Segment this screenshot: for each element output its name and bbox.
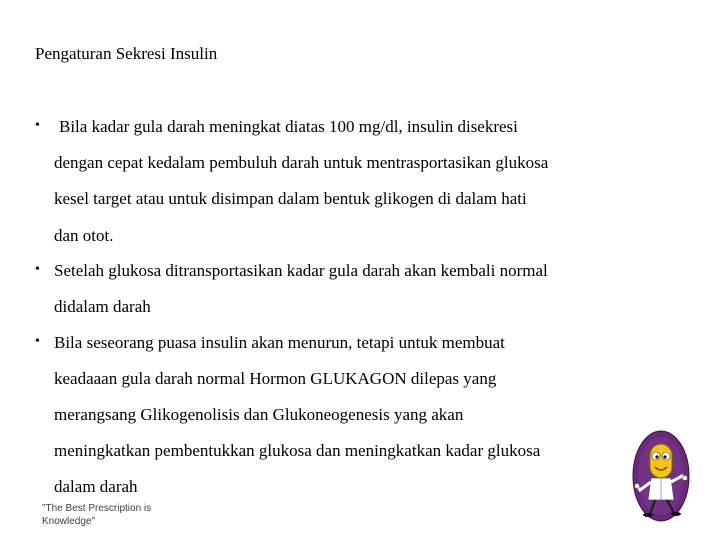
bullet-marker: • bbox=[35, 262, 40, 277]
bullet-3-line-3: merangsang Glikogenolisis dan Glukoneogenesis yang akan bbox=[54, 405, 464, 424]
slide-title: Pengaturan Sekresi Insulin bbox=[35, 44, 218, 63]
bullet-3-line-2: keadaaan gula darah normal Hormon GLUKAGON dilepas yang bbox=[54, 369, 497, 388]
bullet-3-line-5: dalam darah bbox=[54, 477, 138, 496]
bullet-3-line-1: Bila seseorang puasa insulin akan menurun, tetapi untuk membuat bbox=[54, 333, 505, 352]
bullet-2-line-1: Setelah glukosa ditransportasikan kadar gula darah akan kembali normal bbox=[54, 261, 548, 280]
footer-quote bbox=[42, 502, 182, 528]
bullet-3-line-4: meningkatkan pembentukkan glukosa dan meningkatkan kadar glukosa bbox=[54, 441, 541, 460]
pill-mascot-icon bbox=[632, 430, 690, 522]
bullet-marker: • bbox=[35, 334, 40, 349]
bullet-1-line-3: kesel target atau untuk disimpan dalam bentuk glikogen di dalam hati bbox=[54, 189, 527, 208]
bullet-marker: • bbox=[35, 118, 40, 133]
bullet-1-line-2: dengan cepat kedalam pembuluh darah untuk mentrasportasikan glukosa bbox=[54, 153, 549, 172]
bullet-2-line-2: didalam darah bbox=[54, 297, 151, 316]
bullet-1-line-1: Bila kadar gula darah meningkat diatas 100 mg/dl, insulin disekresi bbox=[59, 117, 518, 136]
footer-quote-line-1: "The Best Prescription is bbox=[42, 503, 152, 514]
bullet-1-line-4: dan otot. bbox=[54, 226, 114, 245]
footer-quote-line-2: Knowledge" bbox=[42, 516, 96, 527]
